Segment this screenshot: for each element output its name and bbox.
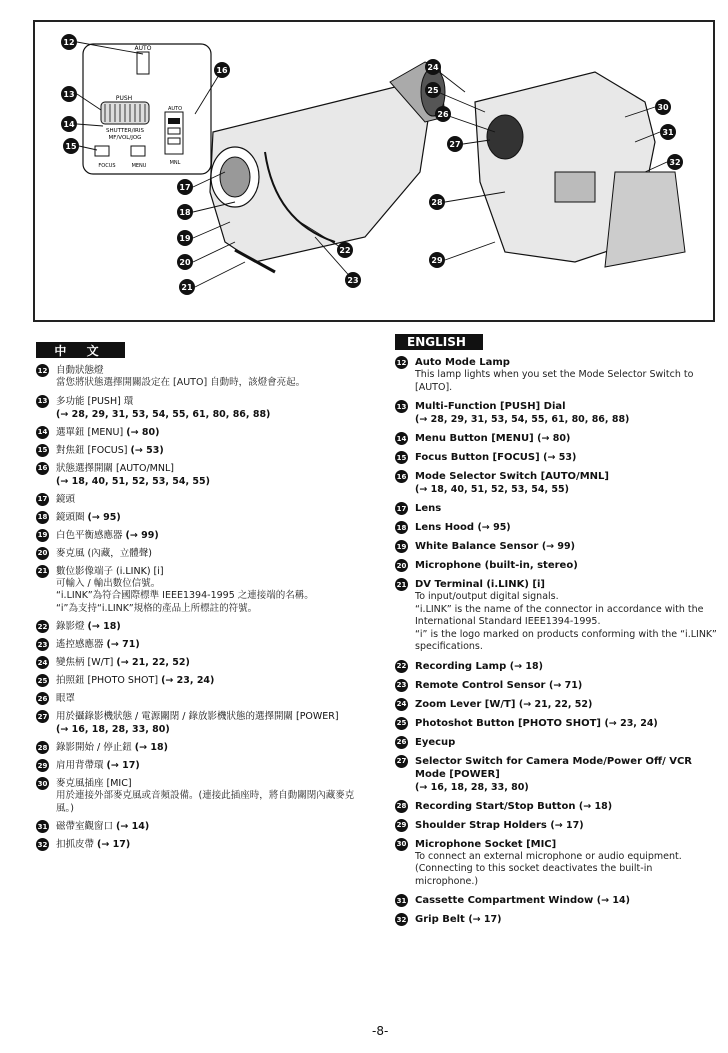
part-title: Lens Hood [415,522,474,533]
page-reference: (→ 18) [87,621,121,632]
part-title: 錄影開始 / 停止鈕 [56,742,132,753]
page-reference: (→ 16, 18, 28, 33, 80) [56,724,170,735]
english-parts-list [395,356,717,932]
svg-text:17: 17 [179,183,191,192]
part-title: 鏡頭 [56,493,76,505]
callout-19 [177,230,193,246]
part-title: Multi-Function [PUSH] Dial [415,401,566,412]
part-number-badge: 26 [395,736,408,749]
part-number-badge: 25 [36,674,49,687]
part-title: White Balance Sensor [415,541,539,552]
part-title: 對焦鈕 [FOCUS] [56,444,128,456]
part-item-29 [395,819,717,832]
part-number-badge: 24 [395,698,408,711]
svg-text:19: 19 [179,234,191,243]
part-title: 磁帶室觀窗口 [56,821,114,832]
callout-14 [61,116,77,132]
page-reference: (→ 28, 29, 31, 53, 54, 55, 61, 80, 86, 88) [56,408,271,420]
part-item-14 [395,432,717,445]
part-number-badge: 19 [36,529,49,542]
callout-27 [447,136,463,152]
part-item-28 [36,741,366,754]
part-item-32 [36,838,366,851]
part-title: 用於攝錄影機狀態 / 電源關閉 / 錄放影機狀態的選擇開關 [POWER] [56,711,339,722]
part-item-17 [395,502,717,515]
part-description: This lamp lights when you set the Mode Selector Switch to [AUTO]. [415,369,694,393]
page-reference: (→ 95) [87,511,121,523]
part-title: Shoulder Strap Holders [415,819,547,831]
svg-text:30: 30 [657,103,669,112]
part-number-badge: 28 [395,800,408,813]
page-reference: (→ 80) [126,426,160,438]
part-title: 遙控感應器 [56,639,104,650]
part-item-30 [36,777,366,815]
part-item-15 [36,444,366,457]
part-title: 自動狀態燈 [56,365,104,376]
part-number-badge: 27 [36,710,49,723]
part-item-16 [395,470,717,496]
part-title: Lens [415,503,442,514]
part-item-13 [36,395,366,421]
part-item-14 [36,426,366,439]
part-number-badge: 24 [36,656,49,669]
part-number-badge: 18 [36,511,49,524]
callout-30 [655,99,671,115]
part-title: 麥克風插座 [MIC] [56,778,132,789]
part-item-17 [36,493,366,506]
part-title: Recording Start/Stop Button [415,800,576,812]
inset-auto-label: AUTO [134,45,152,52]
part-title: 拍照鈕 [PHOTO SHOT] [56,675,159,686]
part-title: Zoom Lever [W/T] [415,698,516,710]
svg-text:25: 25 [427,86,439,95]
part-item-24 [36,656,366,669]
part-title: 白色平衡感應器 [56,529,123,541]
chinese-parts-list [36,364,366,856]
page-reference: (→ 23, 24) [604,717,658,729]
svg-text:16: 16 [216,66,228,75]
page-reference: (→ 17) [97,839,131,850]
callout-24 [425,59,441,75]
part-title: 錄影燈 [56,621,85,632]
part-number-badge: 31 [395,894,408,907]
part-item-20 [395,559,717,572]
part-number-badge: 29 [36,759,49,772]
part-title: Focus Button [FOCUS] [415,452,540,463]
part-number-badge: 12 [36,364,49,377]
part-item-12 [36,364,366,390]
part-title: 眼罩 [56,693,76,704]
page-reference: (→ 95) [477,522,511,533]
part-number-badge: 16 [395,470,408,483]
part-number-badge: 17 [395,502,408,515]
svg-text:29: 29 [431,256,443,265]
part-item-27 [36,710,366,736]
part-item-25 [395,717,717,730]
callout-31 [660,124,676,140]
part-item-21 [395,578,717,654]
part-number-badge: 15 [395,451,408,464]
part-item-18 [395,521,717,534]
part-number-badge: 32 [36,838,49,851]
part-description: 當您將狀態選擇開關設定在 [AUTO] 自動時，該燈會亮起。 [56,377,306,388]
part-item-22 [395,660,717,673]
page-reference: (→ 14) [596,895,630,906]
part-number-badge: 23 [36,638,49,651]
callout-29 [429,252,445,268]
svg-text:21: 21 [181,283,193,292]
part-item-16 [36,462,366,488]
part-item-23 [36,638,366,651]
svg-text:20: 20 [179,258,191,267]
page-reference: (→ 18) [134,742,168,753]
page-reference: (→ 53) [543,452,577,463]
part-item-23 [395,679,717,692]
part-title: 變焦柄 [W/T] [56,657,114,668]
part-number-badge: 18 [395,521,408,534]
part-item-12 [395,356,717,394]
page-reference: (→ 18) [509,660,543,672]
part-number-badge: 20 [395,559,408,572]
svg-text:15: 15 [65,142,77,151]
page-reference: (→ 16, 18, 28, 33, 80) [415,781,529,793]
part-number-badge: 16 [36,462,49,475]
part-item-19 [395,540,717,553]
callout-13 [61,86,77,102]
part-number-badge: 14 [395,432,408,445]
part-item-25 [36,674,366,687]
part-title: Auto Mode Lamp [415,357,510,368]
part-item-22 [36,620,366,633]
page-reference: (→ 99) [125,529,159,541]
part-number-badge: 28 [36,741,49,754]
part-title: Cassette Compartment Window [415,895,594,906]
callout-16 [214,62,230,78]
part-number-badge: 26 [36,692,49,705]
part-number-badge: 13 [36,395,49,408]
page-reference: (→ 17) [468,914,502,925]
callout-25 [425,82,441,98]
part-number-badge: 31 [36,820,49,833]
part-number-badge: 20 [36,547,49,560]
part-item-15 [395,451,717,464]
page-reference: (→ 21, 22, 52) [116,657,190,668]
part-item-28 [395,800,717,813]
page-reference: (→ 18) [578,800,613,812]
part-title: Microphone Socket [MIC] [415,838,557,850]
page-reference: (→ 18, 40, 51, 52, 53, 54, 55) [415,484,569,495]
part-item-26 [395,736,717,749]
callout-17 [177,179,193,195]
inset-auto-side-label: AUTO [167,106,183,112]
page-reference: (→ 18, 40, 51, 52, 53, 54, 55) [56,475,210,487]
part-item-29 [36,759,366,772]
svg-text:23: 23 [347,276,359,285]
callout-18 [177,204,193,220]
part-title: 扣抓皮帶 [56,839,95,850]
part-item-18 [36,511,366,524]
svg-text:14: 14 [63,120,75,129]
english-section-header: ENGLISH [395,334,483,350]
part-title: 肩用背帶環 [56,760,104,771]
page-reference: (→ 99) [541,541,575,552]
svg-text:12: 12 [63,38,75,47]
svg-text:24: 24 [427,63,439,72]
page-reference: (→ 17) [106,760,140,771]
part-item-21 [36,565,366,616]
part-item-32 [395,913,717,926]
part-item-26 [36,692,366,705]
part-number-badge: 21 [36,565,49,578]
part-number-badge: 29 [395,819,408,832]
part-item-24 [395,698,717,711]
page-reference: (→ 23, 24) [161,675,215,686]
page-reference: (→ 17) [550,819,584,831]
svg-text:22: 22 [339,246,351,255]
part-item-31 [395,894,717,907]
page-reference: (→ 71) [106,639,140,650]
svg-text:18: 18 [179,208,191,217]
page-reference: (→ 28, 29, 31, 53, 54, 55, 61, 80, 86, 88) [415,414,630,425]
page-number: -8- [372,1024,389,1038]
part-title: 麥克風 (內藏，立體聲) [56,547,152,559]
part-number-badge: 13 [395,400,408,413]
part-description: 可輸入 / 輸出數位信號。 “i.LINK”為符合國際標準 IEEE1394-1995 之連接端的名稱。 “i”為支持“i.LINK”規格的產品上所標註的符號。 [56,577,314,614]
part-title: Photoshot Button [PHOTO SHOT] [415,717,601,729]
page-reference: (→ 53) [130,444,164,456]
part-number-badge: 32 [395,913,408,926]
inset-shutter-label: SHUTTER/IRIS [106,128,144,134]
inset-push-label: PUSH [115,95,133,102]
part-title: 鏡頭圈 [56,511,85,523]
part-title: Mode Selector Switch [AUTO/MNL] [415,471,609,482]
page-reference: (→ 80) [537,433,571,444]
part-title: 多功能 [PUSH] 環 [56,395,134,407]
part-title: Grip Belt [415,914,465,925]
svg-text:31: 31 [662,128,674,137]
inset-mnl-label: MNL [169,160,181,166]
part-item-20 [36,547,366,560]
callout-22 [337,242,353,258]
part-number-badge: 30 [36,777,49,790]
part-item-19 [36,529,366,542]
part-title: Recording Lamp [415,660,507,672]
page-reference: (→ 14) [116,821,150,832]
svg-text:32: 32 [669,158,681,167]
inset-mf-label: MF/VOL/JOG [108,135,142,141]
part-number-badge: 30 [395,838,408,851]
part-number-badge: 17 [36,493,49,506]
part-title: 數位影像端子 (i.LINK) [i] [56,565,164,577]
part-title: 選單鈕 [MENU] [56,426,124,438]
part-description: To connect an external microphone or audio equipment. (Connecting to this socket deactivates the built-in microphone.) [415,850,682,887]
callout-28 [429,194,445,210]
chinese-section-header: 中 文 [36,342,125,358]
svg-text:27: 27 [449,140,461,149]
part-number-badge: 27 [395,755,408,768]
inset-menu-label: MENU [131,163,147,169]
part-title: Microphone (built-in, stereo) [415,560,578,571]
svg-text:28: 28 [431,198,443,207]
part-title: DV Terminal (i.LINK) [i] [415,579,545,590]
callout-21 [179,279,195,295]
camera-illustration [33,20,715,322]
callout-20 [177,254,193,270]
part-number-badge: 22 [36,620,49,633]
callout-12 [61,34,77,50]
part-item-13 [395,400,717,426]
part-number-badge: 25 [395,717,408,730]
part-title: 狀態選擇開關 [AUTO/MNL] [56,462,174,474]
part-title: Selector Switch for Camera Mode/Power Off/ VCR Mode [POWER] [415,755,693,780]
part-item-30 [395,838,717,889]
part-number-badge: 22 [395,660,408,673]
part-number-badge: 21 [395,578,408,591]
part-number-badge: 23 [395,679,408,692]
callout-32 [667,154,683,170]
part-description: To input/output digital signals. “i.LINK” is the name of the connector in accordance with the International Standard IEEE1394-1995. “i” is the logo marked on products conforming with the “i.LINK” specifications. [415,591,717,652]
part-title: Remote Control Sensor [415,679,546,691]
inset-focus-label: FOCUS [98,163,116,169]
part-number-badge: 12 [395,356,408,369]
part-title: Eyecup [415,736,456,748]
page-reference: (→ 71) [548,679,583,691]
part-item-27 [395,755,717,794]
svg-text:13: 13 [63,90,75,99]
callout-26 [435,106,451,122]
part-number-badge: 19 [395,540,408,553]
page-reference: (→ 21, 22, 52) [518,698,593,710]
part-item-31 [36,820,366,833]
callout-15 [63,138,79,154]
callout-23 [345,272,361,288]
part-title: Menu Button [MENU] [415,433,534,444]
svg-text:26: 26 [437,110,449,119]
part-number-badge: 15 [36,444,49,457]
part-description: 用於連接外部麥克風或音頻設備。(連接此插座時，將自動關閉內藏麥克風。) [56,790,355,814]
camera-drawing [35,22,713,320]
part-number-badge: 14 [36,426,49,439]
